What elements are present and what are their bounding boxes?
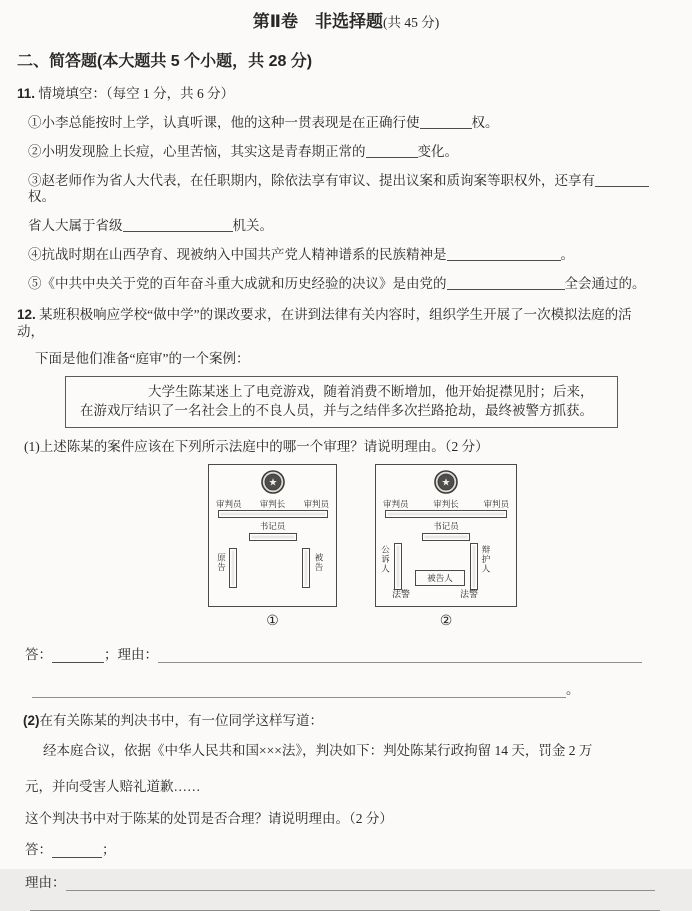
- fill-item-5-text: ⑤《中共中央关于党的百年奋斗重大成就和历史经验的决议》是由党的: [28, 276, 447, 291]
- fill-item-3-text: ③赵老师作为省人大代表，在任职期内，除依法享有审议、提出议案和质询案等职权外，还享有: [28, 173, 595, 188]
- question-12-heading: [17, 306, 652, 340]
- judge-label: 审判员: [483, 499, 509, 509]
- page-title: [0, 0, 692, 32]
- question-12-number: 12.: [17, 307, 36, 322]
- clerk-label: 书记员: [433, 521, 459, 531]
- judge-label: 审判员: [216, 499, 242, 509]
- plaintiff-bench: [229, 548, 237, 588]
- fill-item-4: [28, 247, 652, 263]
- clerk-bench: [422, 533, 470, 541]
- question-11-number: 11.: [17, 86, 36, 101]
- reason-label: 理由：: [117, 647, 158, 662]
- answer-blank: [447, 247, 561, 261]
- courtroom-diagram-2: [375, 464, 517, 630]
- answer-line: [32, 683, 566, 698]
- section-heading: 二、简答题(本大题共 5 个小题，共 28 分): [17, 53, 313, 70]
- answer-blank: [420, 115, 472, 129]
- fill-item-4-tail: 。: [560, 247, 574, 262]
- presiding-judge-label: 审判长: [433, 499, 459, 509]
- part2-number: (2): [23, 713, 40, 728]
- defense-bench: [470, 543, 478, 590]
- question-11-heading: [17, 85, 652, 102]
- fill-item-1-tail: 权。: [471, 115, 499, 130]
- part2-question: 这个判决书中对于陈某的处罚是否合理？请说明理由。（2 分）: [25, 811, 393, 826]
- fill-item-1: [28, 115, 652, 131]
- courtroom-2: [375, 464, 517, 607]
- prosecutor-label: 公诉人: [380, 545, 391, 574]
- svg-text:★: ★: [441, 477, 451, 489]
- separator: ；: [102, 842, 116, 857]
- defendant-bench: [302, 548, 310, 588]
- fill-item-2-text: ②小明发现脸上长痘，心里苦恼，其实这是青春期正常的: [28, 144, 366, 159]
- judges-row: [376, 498, 516, 510]
- answer-line: [66, 876, 656, 891]
- answer-line: [158, 648, 642, 663]
- plaintiff-label: 原告: [216, 553, 227, 572]
- prosecutor-bench: [394, 543, 402, 590]
- part2-intro-text: 在有关陈某的判决书中，有一位同学这样写道：: [39, 713, 323, 728]
- fill-item-3b-tail: 机关。: [232, 218, 273, 233]
- courtroom-diagram-1: [208, 464, 337, 630]
- judges-row: [209, 498, 336, 510]
- answer-blank: [366, 144, 418, 158]
- fill-item-3-continuation: [28, 218, 652, 234]
- case-text: 大学生陈某迷上了电竞游戏，随着消费不断增加，他开始捉襟见肘；后来，在游戏厅结识了一名社会上的不良人员，并与之结伴多次拦路抢劫，最终被警方抓获。: [80, 384, 594, 418]
- part2-reason-row: [25, 875, 655, 891]
- part1-question-text: 上述陈某的案件应该在下列所示法庭中的哪一个审理？请说明理由。（2 分）: [39, 439, 489, 454]
- judge-label: 审判员: [383, 499, 409, 509]
- fill-item-5-tail: 全会通过的。: [564, 276, 646, 291]
- page-title-main: 第Ⅱ卷 非选择题: [252, 12, 383, 31]
- judge-label: 审判员: [303, 499, 329, 509]
- part2-intro: [23, 713, 652, 729]
- fill-item-3: [28, 173, 652, 205]
- courtroom-diagrams: [208, 464, 692, 630]
- judgment-text-line2: 元，并向受害人赔礼道歉……: [25, 779, 201, 794]
- separator: ；: [104, 647, 118, 662]
- fill-item-4-text: ④抗战时期在山西孕育、现被纳入中国共产党人精神谱系的民族精神是: [28, 247, 447, 262]
- defendant-label: 被告: [314, 553, 324, 572]
- question-12-intro-line2: 下面是他们准备“庭审”的一个案例：: [35, 351, 250, 366]
- answer-blank: [447, 276, 565, 290]
- part1-answer-row: [25, 647, 642, 663]
- courtroom-1: [208, 464, 337, 607]
- answer-blank: [52, 844, 102, 858]
- page-title-note: (共 45 分): [382, 15, 440, 30]
- answer-blank: [595, 173, 649, 187]
- part1-answer-continuation: [32, 682, 692, 698]
- svg-text:★: ★: [268, 477, 277, 489]
- case-box: [65, 376, 618, 428]
- answer-label: 答：: [25, 842, 52, 857]
- part1-question: [24, 439, 652, 455]
- answer-blank: [123, 218, 233, 232]
- clerk-bench: [249, 533, 297, 541]
- fill-item-3-tail: 权。: [28, 189, 55, 204]
- judges-bench: [385, 510, 507, 518]
- bailiff-label-right: 法警: [459, 589, 478, 599]
- national-emblem-icon: [261, 470, 285, 494]
- diagram-2-label: ②: [439, 614, 453, 629]
- answer-label: 答：: [25, 647, 52, 662]
- fill-item-2: [28, 144, 652, 160]
- fill-item-5: [28, 276, 652, 292]
- defendant-box: 被告人: [415, 570, 465, 586]
- fill-item-3b-text: 省人大属于省级: [28, 218, 123, 233]
- answer-blank: [52, 649, 104, 663]
- clerk-label: 书记员: [259, 521, 286, 531]
- part1-number: (1): [24, 439, 40, 454]
- question-11-intro: 情境填空：（每空 1 分，共 6 分）: [38, 86, 235, 101]
- presiding-judge-label: 审判长: [259, 499, 286, 509]
- defense-counsel-label: 辩护人: [481, 545, 491, 574]
- part2-answer-row: [25, 842, 692, 858]
- fill-item-1-text: ①小李总能按时上学，认真听课，他的这种一贯表现是在正确行使: [28, 115, 420, 130]
- judges-bench: [218, 510, 328, 518]
- line-end-period: 。: [566, 682, 580, 697]
- judgment-text-line1: 经本庭合议，依据《中华人民共和国×××法》，判决如下：判处陈某行政拘留 14 天，罚金 2 万: [43, 743, 593, 758]
- bailiff-label-left: 法警: [392, 589, 411, 599]
- question-12-intro-line1: 某班积极响应学校“做中学”的课改要求，在讲到法律有关内容时，组织学生开展了一次模拟法庭的活动，: [17, 307, 632, 339]
- reason-label: 理由：: [25, 875, 66, 890]
- national-emblem-icon: [434, 470, 458, 494]
- diagram-1-label: ①: [266, 614, 279, 629]
- fill-item-2-tail: 变化。: [417, 144, 458, 159]
